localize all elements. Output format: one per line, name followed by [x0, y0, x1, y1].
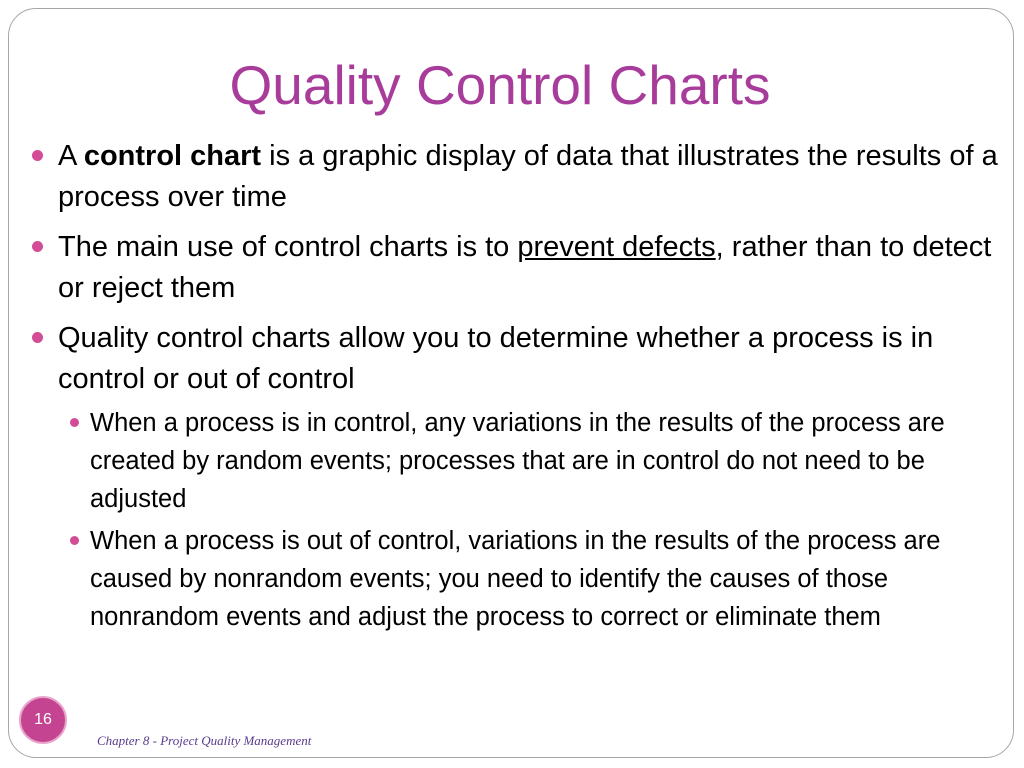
bullet-dot-icon — [32, 241, 43, 252]
bullet-item-1 — [30, 136, 1005, 218]
bullet-text: Quality control charts allow you to determine whether a process is in control or out of control — [58, 322, 934, 395]
slide-title: Quality Control Charts — [229, 54, 771, 116]
bullet-text-underlined: prevent defects — [517, 231, 716, 263]
sub-bullet-text: When a process is out of control, variations in the results of the process are caused by nonrandom events; you need to identify the causes of those nonrandom events and adjust the process to correct or eliminate them — [90, 527, 941, 631]
sub-bullet-item-2 — [58, 522, 1005, 636]
sub-bullet-dot-icon — [70, 418, 79, 427]
sub-bullet-dot-icon — [70, 536, 79, 545]
page-number-badge: 16 — [19, 696, 67, 744]
bullet-item-3 — [30, 318, 1005, 636]
bullet-dot-icon — [32, 150, 43, 161]
bullet-dot-icon — [32, 332, 43, 343]
bullet-text-pre: The main use of control charts is to — [58, 231, 518, 263]
bullet-text-post: is a graphic display of data that illustrates the results of a process over time — [58, 140, 998, 213]
bullet-list — [30, 136, 1005, 645]
bullet-text-bold: control chart — [83, 140, 262, 172]
bullet-text-post: , rather than to detect or reject them — [58, 231, 992, 304]
sub-bullet-item-1 — [58, 404, 1005, 518]
sub-bullet-list — [58, 404, 1005, 636]
bullet-text-pre: A — [58, 140, 84, 172]
footer-text: Chapter 8 - Project Quality Management — [97, 733, 312, 748]
bullet-item-2 — [30, 227, 1005, 309]
sub-bullet-text: When a process is in control, any variations in the results of the process are created by random events; processes that are in control do not need to be adjusted — [90, 409, 945, 513]
